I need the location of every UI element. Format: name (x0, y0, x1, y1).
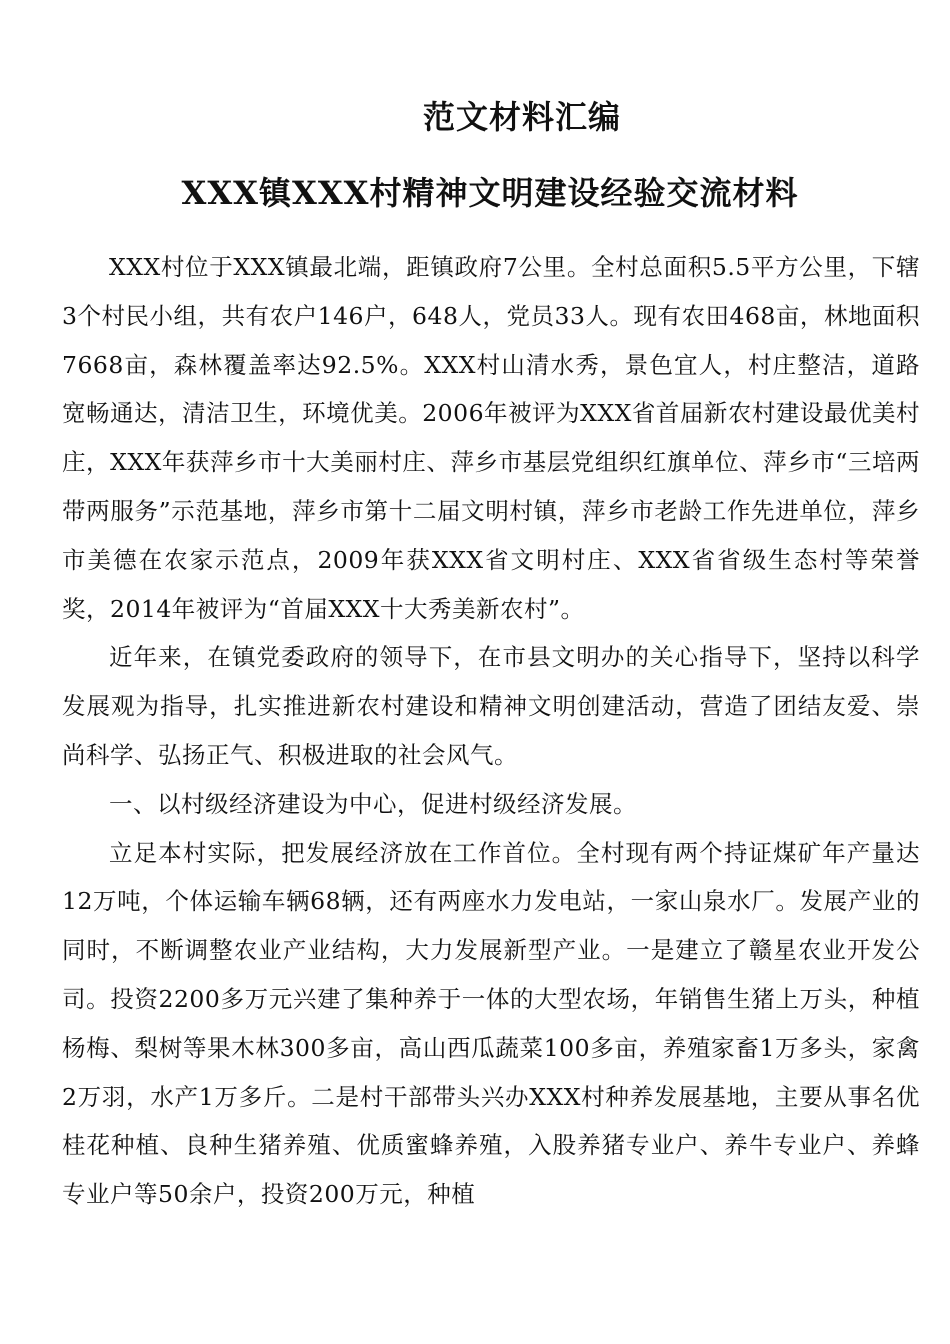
document-header: 范文材料汇编 (422, 98, 621, 136)
document-title: XXX镇XXX村精神文明建设经验交流材料 (181, 174, 799, 212)
document-body (62, 243, 920, 1219)
paragraph-intro: XXX村位于XXX镇最北端，距镇政府7公里。全村总面积5.5平方公里，下辖3个村民小组，共有农户146户，648人，党员33人。现有农田468亩，林地面积7668亩，森林覆盖率达92.5%。XXX村山清水秀，景色宜人，村庄整洁，道路宽畅通达，清洁卫生，环境优美。2006年被评为XXX省首届新农村建设最优美村庄，XXX年获萍乡市十大美丽村庄、萍乡市基层党组织红旗单位、萍乡市“三培两带两服务”示范基地，萍乡市第十二届文明村镇，萍乡市老龄工作先进单位，萍乡市美德在农家示范点，2009年获XXX省文明村庄、XXX省省级生态村等荣誉奖，2014年被评为“首届XXX十大秀美新农村”。 (62, 253, 920, 623)
section-heading-economy: 一、以村级经济建设为中心，促进村级经济发展。 (109, 789, 637, 818)
paragraph-summary: 近年来，在镇党委政府的领导下，在市县文明办的关心指导下，坚持以科学发展观为指导，扎实推进新农村建设和精神文明创建活动，营造了团结友爱、崇尚科学、弘扬正气、积极进取的社会风气。 (62, 643, 920, 769)
paragraph-economy: 立足本村实际，把发展经济放在工作首位。全村现有两个持证煤矿年产量达12万吨，个体运输车辆68辆，还有两座水力发电站，一家山泉水厂。发展产业的同时，不断调整农业产业结构，大力发展新型产业。一是建立了赣星农业开发公司。投资2200多万元兴建了集种养于一体的大型农场，年销售生猪上万头，种植杨梅、梨树等果木林300多亩，高山西瓜蔬菜100多亩，养殖家畜1万多头，家禽2万羽，水产1万多斤。二是村干部带头兴办XXX村种养发展基地，主要从事名优桂花种植、良种生猪养殖、优质蜜蜂养殖，入股养猪专业户、养牛专业户、养蜂专业户等50余户，投资200万元，种植 (62, 838, 920, 1209)
